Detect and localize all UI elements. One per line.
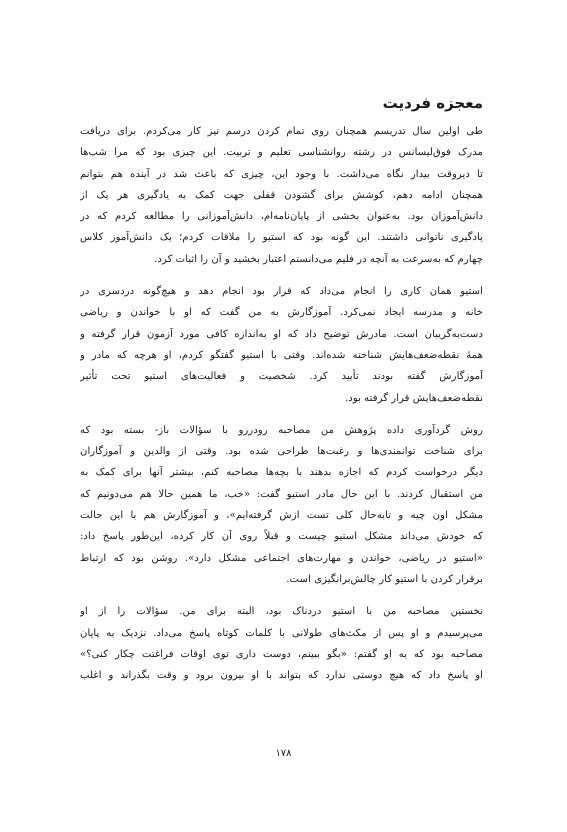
paragraph — [80, 420, 483, 590]
text-line: دست‌به‌گریبان است. مادرش توضیح داد که او به‌اندازه کافی مورد آزمون قرار گرفته و — [80, 328, 483, 340]
text-line: می‌پرسیدم و او پس از مکث‌های طولانی با کلمات کوتاه پاسخ می‌داد. نزدیک به پایان — [80, 627, 483, 639]
text-line: نقطه‌ضعف‌هایش قرار گرفته بود. — [345, 392, 483, 404]
chapter-title: معجزه فردیت — [382, 94, 483, 112]
text-line: دیگر درخواست کردم که اجازه بدهند با بچه‌ها مصاحبه کنم، بیشتر آنها برای کمک به — [80, 467, 483, 479]
text-line: که خودش می‌داند مشکل استیو چیست و قبلاً روی آن کار کرده، این‌طور پاسخ داد: — [80, 531, 483, 543]
paragraph — [80, 601, 483, 686]
body-text — [80, 121, 483, 697]
text-line: همهٔ نقطه‌ضعف‌هایش شناخته شده‌اند. وقتی با استیو گفتگو کردم، او هرچه که مادر و — [80, 349, 483, 361]
text-line: تا دیروقت بیدار نگاه می‌داشت. با وجود این، چیزی که باعث شد در آینده هم بتوانم — [80, 168, 483, 180]
text-line: مصاحبه بود که به او گفتم: «بگو ببینم، دوست داری توی اوقات فراغتت چکار کنی؟» — [80, 648, 483, 660]
text-line: او پاسخ داد که هیچ دوستی ندارد که بتواند با او بیرون برود و وقت بگذراند و اغلب — [80, 670, 483, 682]
text-line: «استیو در ریاضی، خواندن و مهارت‌های اجتماعی مشکل دارد». روشن بود که ارتباط — [80, 552, 483, 564]
text-line: یادگیری ناتوانی داشتند. این گونه بود که استیو را ملاقات کردم؛ یک دانش‌آموز کلاس — [80, 232, 483, 244]
text-line: همچنان ادامه دهم، کوشش برای گشودن قفلی جهت کمک به یادگیری هر یک از — [80, 189, 483, 201]
text-line: آموزگارش گفته بودند تأیید کرد. شخصیت و فعالیت‌های استیو تحت تأثیر — [80, 371, 483, 383]
paragraph — [80, 121, 483, 270]
text-line: برای شناخت توانمندی‌ها و رغبت‌ها طراحی شده بود. وقتی از والدین و آموزگاران — [80, 446, 483, 458]
text-line: من استقبال کردند. با این حال مادر استیو گفت: «خب، ما همین حالا هم می‌دونیم که — [80, 488, 483, 500]
text-line: طی اولین سال تدریسم همچنان روی تمام کردن درسم نیز کار می‌کردم. برای دریافت — [80, 126, 483, 137]
paragraph — [80, 281, 483, 409]
text-line: روش گردآوری داده پژوهش من مصاحبه رودررو با سؤالات باز- بسته بود که — [80, 424, 483, 436]
text-line: نخستین مصاحبه من با استیو دردناک بود، البته برای من. سؤالات را از او — [80, 606, 483, 618]
page-number: ۱۷۸ — [275, 748, 292, 759]
text-line: مدرک فوق‌لیسانس در رشته روانشناسی تعلیم و تربیت. این چیزی بود که مرا شب‌ها — [80, 147, 483, 159]
text-line: مشکل اون چیه و تابه‌حال کلی تست ازش گرفته‌ایم»، و آموزگارش هم با این حالت — [80, 510, 483, 522]
text-line: دانش‌آموزان بود. به‌عنوان بخشی از پایان‌نامه‌ام، دانش‌آموزانی را مطالعه کردم که در — [80, 211, 483, 223]
text-line: برقرار کردن با استیو کار چالش‌برانگیزی است. — [286, 573, 483, 585]
text-line: چهارم که به‌سرعت به آنچه در فلیم می‌دانستم اعتبار بخشید و آن را اثبات کرد. — [154, 253, 483, 265]
text-line: خانه و مدرسه ایجاد نمی‌کرد. آموزگارش به من گفت که او با خواندن و ریاضی — [80, 307, 483, 319]
text-line: استیو همان کاری را انجام می‌داد که قرار بود انجام دهد و هیچ‌گونه دردسری در — [80, 286, 483, 298]
